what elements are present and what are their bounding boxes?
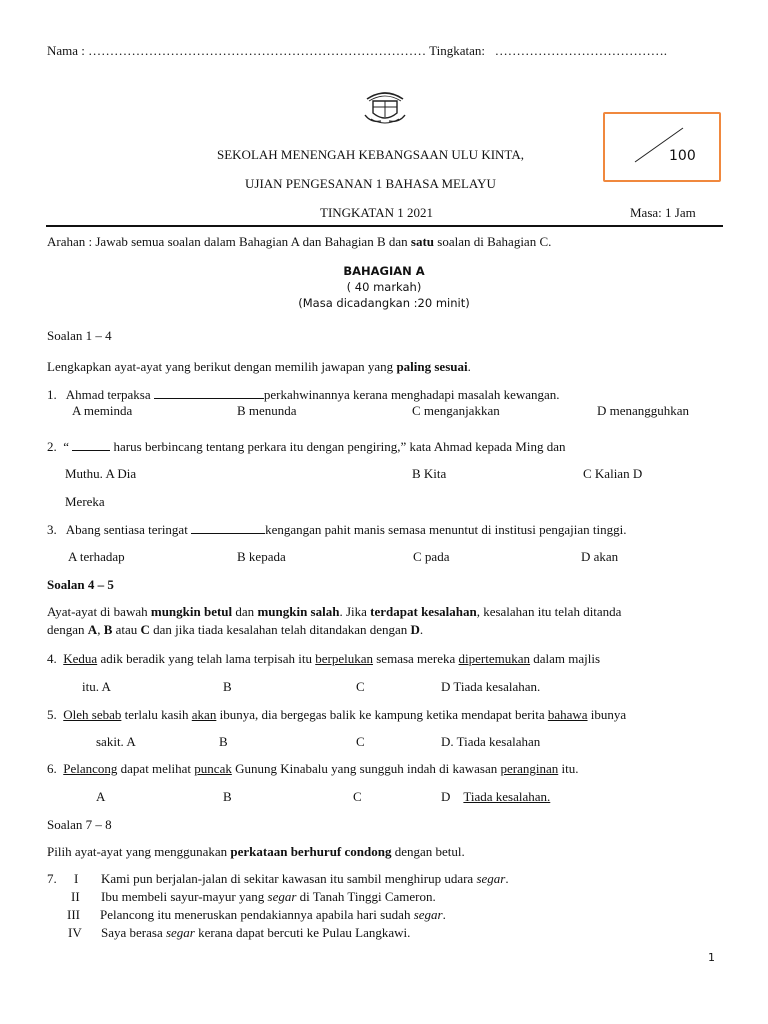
q3-post: kengangan pahit manis semasa menuntut di institusi pengajian tinggi.: [265, 522, 627, 537]
group2-instruction-line1: [47, 604, 621, 620]
q4-text-3: dalam majlis: [533, 651, 601, 666]
q3-stem: [47, 522, 626, 538]
q6-text-3: itu.: [561, 761, 579, 776]
q2-pre: “: [63, 439, 70, 454]
form-label: Tingkatan:: [429, 43, 486, 58]
q6-text-1: dapat melihat: [120, 761, 192, 776]
q2-stem: [47, 439, 565, 455]
score-slash-icon: [605, 114, 719, 180]
q5-stem: [47, 707, 626, 723]
q7-statement-4: [101, 925, 410, 941]
q3-option-b: B kepada: [237, 549, 286, 564]
g2-p2: mungkin betul: [150, 604, 233, 619]
q7-s4-post: kerana dapat bercuti ke Pulau Langkawi.: [198, 925, 411, 940]
q4-text-2: semasa mereka: [376, 651, 456, 666]
q5-underlined-c: bahawa: [547, 707, 588, 722]
group2-instruction-line2: [47, 622, 423, 638]
q7-roman-3: III: [67, 907, 80, 922]
name-dots: ……………………………………………………………………: [88, 43, 427, 58]
g3-pre: Pilih ayat-ayat yang menggunakan: [47, 844, 228, 859]
level-title: TINGKATAN 1 2021: [320, 205, 434, 220]
g2-p4: mungkin salah: [257, 604, 340, 619]
q7-s1-pre: Kami pun berjalan-jalan di sekitar kawasan itu sambil menghirup udara: [101, 871, 474, 886]
score-total: 100: [669, 148, 696, 164]
q7-s3-pre: Pelancong itu meneruskan pendakiannya apabila hari sudah: [100, 907, 411, 922]
q6-text-2: Gunung Kinabalu yang sungguh indah di kawasan: [235, 761, 498, 776]
g3-post: dengan betul.: [394, 844, 465, 859]
instructions-bold: satu: [410, 234, 435, 249]
section-a-title: BAHAGIAN A: [343, 264, 425, 278]
q6-underlined-a: Pelancong: [63, 761, 118, 776]
form-dots: ………………………………….: [494, 43, 668, 58]
q4-line2: itu. A: [82, 679, 111, 694]
q7-s4-pre: Saya berasa: [101, 925, 163, 940]
q3-blank: [191, 523, 265, 534]
header-divider: [46, 225, 723, 227]
q5-text-1: terlalu kasih: [124, 707, 189, 722]
g2-p1: Ayat-ayat di bawah: [47, 604, 148, 619]
q3-option-d: D akan: [581, 549, 619, 564]
g2-l2c: ,: [97, 622, 101, 637]
q3-option-a: A terhadap: [68, 549, 125, 564]
school-crest-icon: [361, 85, 409, 127]
g2-p6: terdapat kesalahan: [370, 604, 477, 619]
q6-underlined-c: peranginan: [500, 761, 559, 776]
group1-instr-bold: paling sesuai: [396, 359, 468, 374]
exam-duration: Masa: 1 Jam: [630, 205, 696, 220]
g2-l2h: D: [410, 622, 420, 637]
q5-text-2: ibunya, dia bergegas balik ke kampung ketika mendapat berita: [219, 707, 545, 722]
q1-stem: [47, 387, 560, 403]
group3-title: Soalan 7 – 8: [47, 817, 112, 832]
q7-s1-post: .: [505, 871, 509, 886]
q1-number: 1.: [47, 387, 57, 402]
g2-l2g: dan jika tiada kesalahan telah ditandakan dengan: [153, 622, 408, 637]
instructions-prefix: Arahan : Jawab semua soalan dalam Bahagian A dan Bahagian B dan: [47, 234, 408, 249]
g2-l2f: C: [140, 622, 150, 637]
group1-title: Soalan 1 – 4: [47, 328, 112, 343]
q1-option-d: D menangguhkan: [597, 403, 690, 418]
q4-option-b: B: [223, 679, 232, 694]
q4-option-d: D Tiada kesalahan.: [441, 679, 541, 694]
name-line: [47, 43, 667, 59]
exam-title: UJIAN PENGESANAN 1 BAHASA MELAYU: [245, 176, 496, 191]
q6-option-c: C: [353, 789, 362, 804]
q1-option-b: B menunda: [237, 403, 297, 418]
section-a-marks: ( 40 markah): [346, 280, 422, 294]
q7-s4-ital: segar: [165, 925, 195, 940]
g2-p3: dan: [235, 604, 255, 619]
q2-number: 2.: [47, 439, 57, 454]
name-label: Nama :: [47, 43, 85, 58]
q7-s1-ital: segar: [476, 871, 506, 886]
q3-pre: Abang sentiasa teringat: [65, 522, 188, 537]
q2-line2: Muthu. A Dia: [65, 466, 137, 481]
q4-underlined-b: berpelukan: [315, 651, 373, 666]
q2-blank: [72, 440, 110, 451]
q1-post: perkahwinannya kerana menghadapi masalah kewangan.: [263, 387, 560, 402]
q5-underlined-b: akan: [191, 707, 217, 722]
q5-underlined-a: Oleh sebab: [63, 707, 122, 722]
q5-text-3: ibunya: [590, 707, 627, 722]
instructions-suffix: soalan di Bahagian C.: [437, 234, 552, 249]
school-name: SEKOLAH MENENGAH KEBANGSAAN ULU KINTA,: [217, 147, 524, 162]
g2-p5: . Jika: [339, 604, 367, 619]
q7-s3-ital: segar: [413, 907, 443, 922]
q5-line2: sakit. A: [96, 734, 136, 749]
group2-title: Soalan 4 – 5: [47, 577, 114, 592]
q2-option-b: B Kita: [412, 466, 447, 481]
g3-bold: perkataan berhuruf condong: [230, 844, 392, 859]
q5-option-b: B: [219, 734, 228, 749]
q1-pre: Ahmad terpaksa: [65, 387, 151, 402]
q7-statement-1: [101, 871, 509, 887]
score-box: [603, 112, 721, 182]
q7-roman-1: I: [74, 871, 79, 886]
g2-p7: , kesalahan itu telah ditanda: [476, 604, 622, 619]
q1-blank: [154, 388, 264, 399]
q2-option-c: C Kalian D: [583, 466, 643, 481]
q7-statement-2: [101, 889, 436, 905]
q1-option-c: C menganjakkan: [412, 403, 500, 418]
q4-underlined-a: Kedua: [63, 651, 98, 666]
q1-option-a: A meminda: [72, 403, 133, 418]
q6-number: 6.: [47, 761, 57, 776]
g2-l2b: A: [87, 622, 98, 637]
q5-number: 5.: [47, 707, 57, 722]
g2-l2e: atau: [115, 622, 138, 637]
section-a-time: (Masa dicadangkan :20 minit): [298, 296, 470, 310]
q7-s3-post: .: [442, 907, 446, 922]
q6-underlined-b: puncak: [194, 761, 232, 776]
g2-l2a: dengan: [47, 622, 85, 637]
q7-statement-3: [100, 907, 446, 923]
q7-s2-post: di Tanah Tinggi Cameron.: [299, 889, 436, 904]
q7-roman-4: IV: [68, 925, 82, 940]
q4-underlined-c: dipertemukan: [458, 651, 531, 666]
instructions: [47, 234, 551, 250]
q6-option-a: A: [96, 789, 106, 804]
page-number: 1: [708, 951, 715, 964]
q4-stem: [47, 651, 600, 667]
q6-option-d-text: Tiada kesalahan.: [463, 789, 551, 804]
q4-number: 4.: [47, 651, 57, 666]
group3-instruction: [47, 844, 465, 860]
q6-stem: [47, 761, 578, 777]
q3-option-c: C pada: [413, 549, 450, 564]
q6-option-d-label: D: [441, 789, 451, 804]
q2-option-d-text: Mereka: [65, 494, 105, 509]
group1-instr-prefix: Lengkapkan ayat-ayat yang berikut dengan memilih jawapan yang: [47, 359, 394, 374]
group1-instruction: [47, 359, 471, 375]
q4-text-1: adik beradik yang telah lama terpisah itu: [100, 651, 312, 666]
q6-option-b: B: [223, 789, 232, 804]
q7-s2-ital: segar: [267, 889, 297, 904]
g2-l2d: B: [103, 622, 113, 637]
group1-instr-suffix: .: [467, 359, 471, 374]
q7-number: 7.: [47, 871, 57, 886]
q5-option-c: C: [356, 734, 365, 749]
q4-option-c: C: [356, 679, 365, 694]
q7-roman-2: II: [71, 889, 80, 904]
q2-post: harus berbincang tentang perkara itu dengan pengiring,” kata Ahmad kepada Ming dan: [113, 439, 566, 454]
q3-number: 3.: [47, 522, 57, 537]
q7-s2-pre: Ibu membeli sayur-mayur yang: [101, 889, 265, 904]
q6-option-d: [441, 789, 550, 805]
g2-l2i: .: [419, 622, 424, 637]
q5-option-d: D. Tiada kesalahan: [441, 734, 541, 749]
